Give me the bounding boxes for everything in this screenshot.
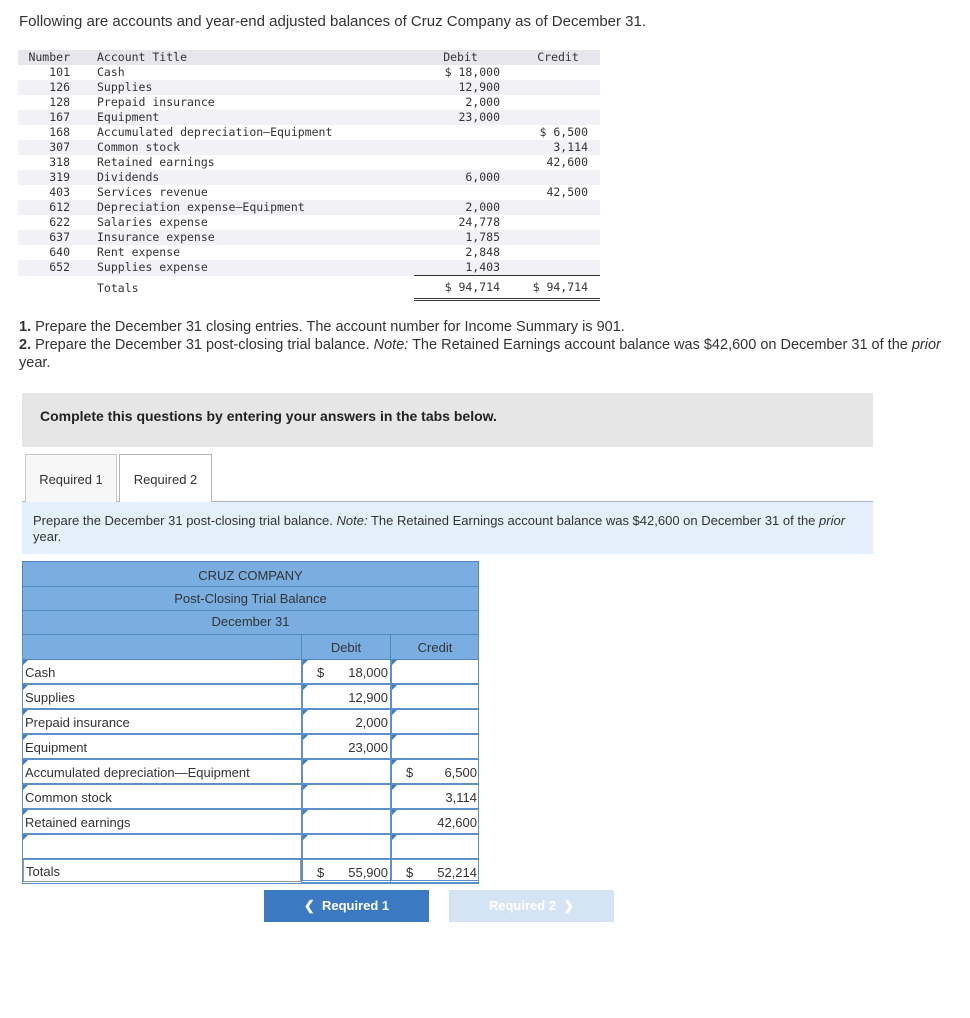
account-credit: $ 6,500 <box>539 125 588 139</box>
tb-credit-input[interactable] <box>390 660 479 683</box>
account-debit <box>414 125 502 140</box>
tb-account-input[interactable]: Retained earnings <box>23 810 301 833</box>
account-debit: 2,000 <box>465 95 500 109</box>
account-credit <box>502 170 600 185</box>
account-row <box>18 170 600 185</box>
account-credit <box>502 260 600 276</box>
input-marker-icon <box>392 710 397 715</box>
tb-account-input[interactable]: Cash <box>23 660 301 683</box>
tb-account-input[interactable]: Prepaid insurance <box>23 710 301 733</box>
tb-account-input[interactable]: Supplies <box>23 685 301 708</box>
tb-credit-input[interactable] <box>390 685 479 708</box>
account-row <box>18 65 600 80</box>
chevron-right-icon: ❯ <box>563 898 575 913</box>
tb-totals-credit: $ 52,214 <box>390 860 479 883</box>
dropdown-marker-icon <box>23 685 28 690</box>
input-marker-icon <box>303 660 308 665</box>
col-title: Account Title <box>97 50 188 64</box>
chevron-left-icon: ❮ <box>303 898 315 913</box>
account-title: Prepaid insurance <box>97 95 215 109</box>
tab-bar <box>22 454 873 502</box>
account-debit: 1,403 <box>414 260 502 276</box>
instruction-box: Prepare the December 31 post-closing trial balance. Note: The Retained Earnings account balance was $42,600 on December 31 of the prior year. <box>22 502 873 554</box>
account-number: 167 <box>49 110 70 124</box>
input-marker-icon <box>392 735 397 740</box>
account-row <box>18 110 600 125</box>
account-number: 101 <box>49 65 70 79</box>
account-number: 403 <box>49 185 70 199</box>
input-marker-icon <box>392 685 397 690</box>
account-title: Salaries expense <box>97 215 208 229</box>
dropdown-marker-icon <box>23 810 28 815</box>
tb-row <box>22 835 479 860</box>
input-marker-icon <box>392 835 397 840</box>
input-marker-icon <box>392 810 397 815</box>
account-credit: 3,114 <box>553 140 588 154</box>
dropdown-marker-icon <box>23 660 28 665</box>
account-debit: $ 18,000 <box>444 65 500 79</box>
dropdown-marker-icon <box>23 735 28 740</box>
tb-debit-input[interactable] <box>301 785 390 808</box>
accounts-totals-debit: $ 94,714 <box>414 276 502 300</box>
tb-company: CRUZ COMPANY <box>22 561 479 587</box>
account-title: Dividends <box>97 170 160 184</box>
intro-text: Following are accounts and year-end adjusted balances of Cruz Company as of December 31. <box>19 13 647 30</box>
tb-credit-input[interactable]: 42,600 <box>390 810 479 833</box>
next-required-2-button[interactable]: Required 2 ❯ <box>449 890 614 922</box>
tb-row <box>22 660 479 685</box>
account-number: 319 <box>49 170 70 184</box>
account-debit: 6,000 <box>465 170 500 184</box>
tb-totals-label: Totals <box>23 860 301 882</box>
accounts-totals-row <box>18 276 600 300</box>
account-title: Supplies <box>97 80 153 94</box>
account-title: Insurance expense <box>97 230 215 244</box>
tb-date: December 31 <box>22 611 479 635</box>
dropdown-marker-icon <box>23 835 28 840</box>
input-marker-icon <box>392 760 397 765</box>
account-debit: 23,000 <box>458 110 500 124</box>
tb-debit-input[interactable]: 23,000 <box>301 735 390 758</box>
tb-debit-header: Debit <box>301 635 390 659</box>
input-marker-icon <box>303 685 308 690</box>
tb-credit-input[interactable]: $ 6,500 <box>390 760 479 783</box>
tb-column-header <box>22 635 479 660</box>
account-number: 126 <box>49 80 70 94</box>
account-row <box>18 200 600 215</box>
account-row <box>18 140 600 155</box>
account-row <box>18 125 600 140</box>
tb-debit-input[interactable]: 2,000 <box>301 710 390 733</box>
account-title: Supplies expense <box>97 260 208 275</box>
account-credit <box>502 245 600 260</box>
account-credit <box>502 65 600 80</box>
tb-debit-input[interactable]: $ 18,000 <box>301 660 390 683</box>
input-marker-icon <box>303 785 308 790</box>
input-marker-icon <box>392 785 397 790</box>
account-credit <box>502 110 600 125</box>
account-title: Equipment <box>97 110 160 124</box>
input-marker-icon <box>303 760 308 765</box>
account-row <box>18 95 600 110</box>
account-row <box>18 245 600 260</box>
tb-credit-input[interactable] <box>390 735 479 758</box>
account-title: Retained earnings <box>97 155 215 169</box>
tb-row <box>22 760 479 785</box>
account-title: Accumulated depreciation—Equipment <box>97 125 333 139</box>
tb-row <box>22 735 479 760</box>
accounts-totals-label: Totals <box>97 280 139 295</box>
input-marker-icon <box>303 810 308 815</box>
tb-account-input[interactable]: Equipment <box>23 735 301 758</box>
tb-account-input[interactable] <box>23 835 301 858</box>
col-number: Number <box>28 50 70 64</box>
account-debit: 2,000 <box>465 200 500 214</box>
account-credit <box>502 200 600 215</box>
questions <box>19 318 959 372</box>
account-debit: 1,785 <box>465 230 500 244</box>
account-row <box>18 185 600 200</box>
accounts-table-header <box>18 50 600 65</box>
account-credit <box>502 215 600 230</box>
account-title: Services revenue <box>97 185 208 199</box>
account-number: 622 <box>49 215 70 229</box>
account-credit <box>502 95 600 110</box>
complete-banner: Complete this questions by entering your answers in the tabs below. <box>22 393 873 447</box>
tab-required-2[interactable]: Required 2 <box>119 454 212 503</box>
tb-account-input[interactable]: Common stock <box>23 785 301 808</box>
account-title: Common stock <box>97 140 181 154</box>
input-marker-icon <box>303 735 308 740</box>
account-debit: 2,848 <box>465 245 500 259</box>
tb-row <box>22 810 479 835</box>
account-debit <box>414 185 502 200</box>
tb-credit-header: Credit <box>390 635 479 659</box>
account-row <box>18 215 600 230</box>
account-number: 640 <box>49 245 70 259</box>
tb-debit-input[interactable] <box>301 760 390 783</box>
tb-debit-input[interactable]: 12,900 <box>301 685 390 708</box>
account-number: 612 <box>49 200 70 214</box>
account-debit: 12,900 <box>458 80 500 94</box>
account-title: Cash <box>97 65 125 79</box>
tb-credit-input[interactable]: 3,114 <box>390 785 479 808</box>
tb-title: Post-Closing Trial Balance <box>22 587 479 611</box>
question-1: 1. Prepare the December 31 closing entries. The account number for Income Summary is 901. <box>19 319 625 335</box>
account-credit <box>502 80 600 95</box>
tb-debit-input[interactable] <box>301 810 390 833</box>
account-number: 637 <box>49 230 70 244</box>
account-credit <box>502 230 600 245</box>
tab-required-1[interactable]: Required 1 <box>25 454 117 502</box>
dropdown-marker-icon <box>23 785 28 790</box>
tb-row <box>22 685 479 710</box>
tb-debit-input[interactable] <box>301 835 390 858</box>
accounts-totals-credit: $ 94,714 <box>502 276 600 300</box>
question-2: 2. Prepare the December 31 post-closing trial balance. Note: The Retained Earnings account balance was $42,600 on December 31 of the prior year. <box>19 337 941 371</box>
account-row <box>18 80 600 95</box>
account-row <box>18 155 600 170</box>
dropdown-marker-icon <box>23 760 28 765</box>
account-number: 168 <box>49 125 70 139</box>
input-marker-icon <box>392 660 397 665</box>
accounts-table <box>18 50 600 301</box>
trial-balance <box>22 561 479 884</box>
account-debit <box>414 155 502 170</box>
input-marker-icon <box>303 835 308 840</box>
account-number: 128 <box>49 95 70 109</box>
col-credit: Credit <box>537 50 579 64</box>
tb-totals-row <box>22 860 479 884</box>
account-title: Depreciation expense—Equipment <box>97 200 305 214</box>
account-credit: 42,500 <box>546 185 588 199</box>
col-debit: Debit <box>443 50 478 64</box>
tb-row <box>22 785 479 810</box>
dropdown-marker-icon <box>23 710 28 715</box>
tb-totals-debit: $ 55,900 <box>301 860 390 883</box>
account-credit: 42,600 <box>546 155 588 169</box>
account-row <box>18 260 600 276</box>
tb-credit-input[interactable] <box>390 710 479 733</box>
prev-required-1-button[interactable]: ❮ Required 1 <box>264 890 429 922</box>
tb-row <box>22 710 479 735</box>
account-debit: 24,778 <box>458 215 500 229</box>
account-row <box>18 230 600 245</box>
account-title: Rent expense <box>97 245 181 259</box>
account-number: 318 <box>49 155 70 169</box>
account-debit <box>414 140 502 155</box>
account-number: 652 <box>49 260 70 275</box>
account-number: 307 <box>49 140 70 154</box>
tb-account-input[interactable]: Accumulated depreciation—Equipment <box>23 760 301 783</box>
input-marker-icon <box>303 710 308 715</box>
tb-credit-input[interactable] <box>390 835 479 858</box>
